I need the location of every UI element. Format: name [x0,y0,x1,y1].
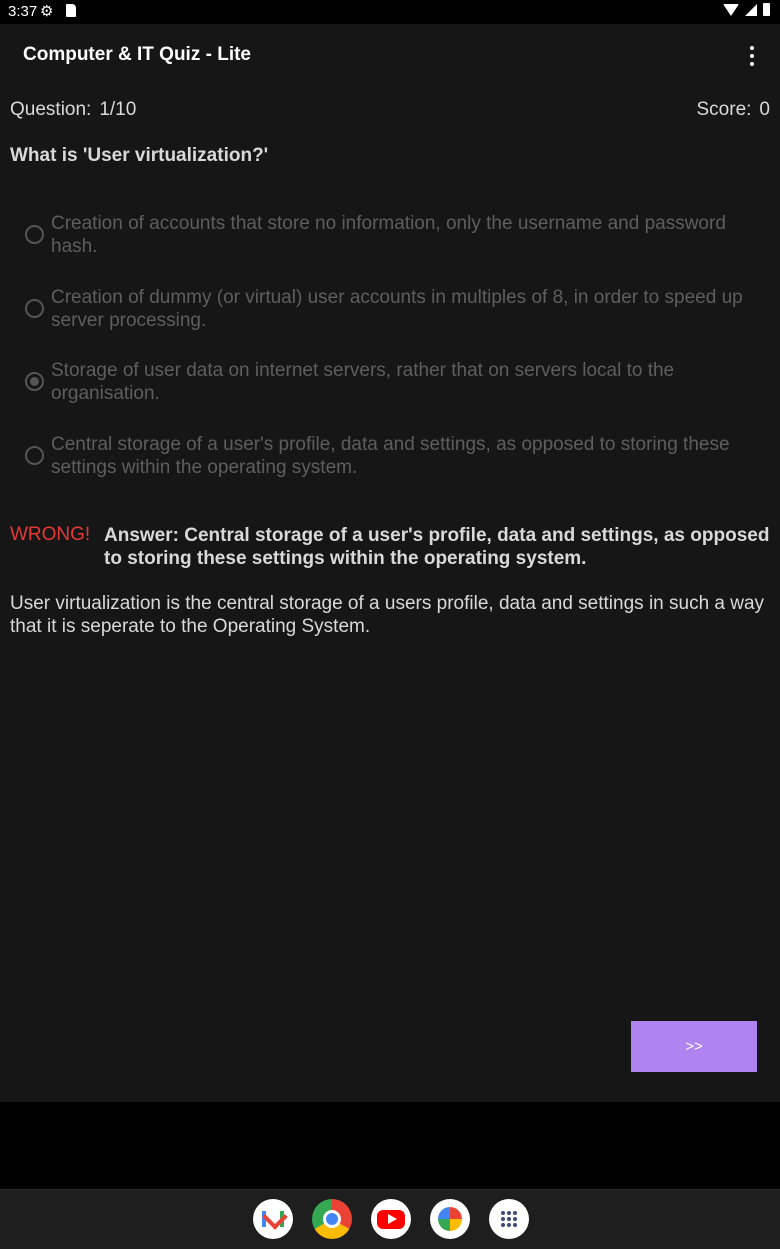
score-counter [697,99,771,121]
status-time: 3:37 [8,3,38,20]
answer-option-4[interactable] [0,431,780,505]
question-text: What is 'User virtualization?' [10,145,269,166]
question-label: Question: [10,99,92,120]
youtube-icon[interactable] [371,1199,411,1239]
radio-button-3[interactable] [25,372,44,391]
radio-button-2[interactable] [25,299,44,318]
battery-icon [763,3,770,16]
answer-option-label: Creation of accounts that store no information, only the username and password hash. [51,213,726,257]
taskbar-dock [0,1189,780,1249]
progress-row [10,99,770,121]
answer-explanation: User virtualization is the central storage of a users profile, data and settings in such a way that it is seperate to the Operating System. [10,593,765,637]
answer-option-2[interactable] [0,284,780,358]
question-counter [10,99,136,121]
answer-option-label: Central storage of a user's profile, data and settings, as opposed to storing these settings within the operating system. [51,433,730,478]
answer-option-label: Storage of user data on internet servers, rather that on servers local to the organisation. [51,360,675,404]
chrome-icon[interactable] [312,1199,352,1239]
radio-button-1[interactable] [25,225,44,244]
app-drawer-icon[interactable] [489,1199,529,1239]
radio-button-4[interactable] [25,446,44,465]
verdict-label: WRONG! [10,524,91,545]
photos-icon[interactable] [430,1199,470,1239]
answer-option-label: Creation of dummy (or virtual) user accounts in multiples of 8, in order to speed up server processing. [51,286,743,331]
app-bar [0,24,780,88]
sd-card-icon [66,4,76,17]
next-question-button[interactable]: >> [631,1021,757,1072]
settings-notification-icon: ⚙ [40,3,54,20]
answer-option-1[interactable] [0,210,780,284]
score-label: Score: [696,99,752,120]
cell-signal-icon [745,4,757,16]
answer-option-3[interactable] [0,357,780,431]
wifi-icon [723,4,739,16]
status-bar [0,0,780,24]
quiz-screen [0,24,780,1102]
app-title: Computer & IT Quiz - Lite [23,44,251,65]
question-progress: 1/10 [99,99,137,120]
overflow-menu-icon[interactable] [742,44,762,68]
status-icons [723,3,770,16]
score-value: 0 [759,99,770,120]
gmail-icon[interactable] [253,1199,293,1239]
correct-answer: Answer: Central storage of a user's profile, data and settings, as opposed to storing these settings within the operating system. [104,525,770,569]
answer-options [0,210,780,504]
